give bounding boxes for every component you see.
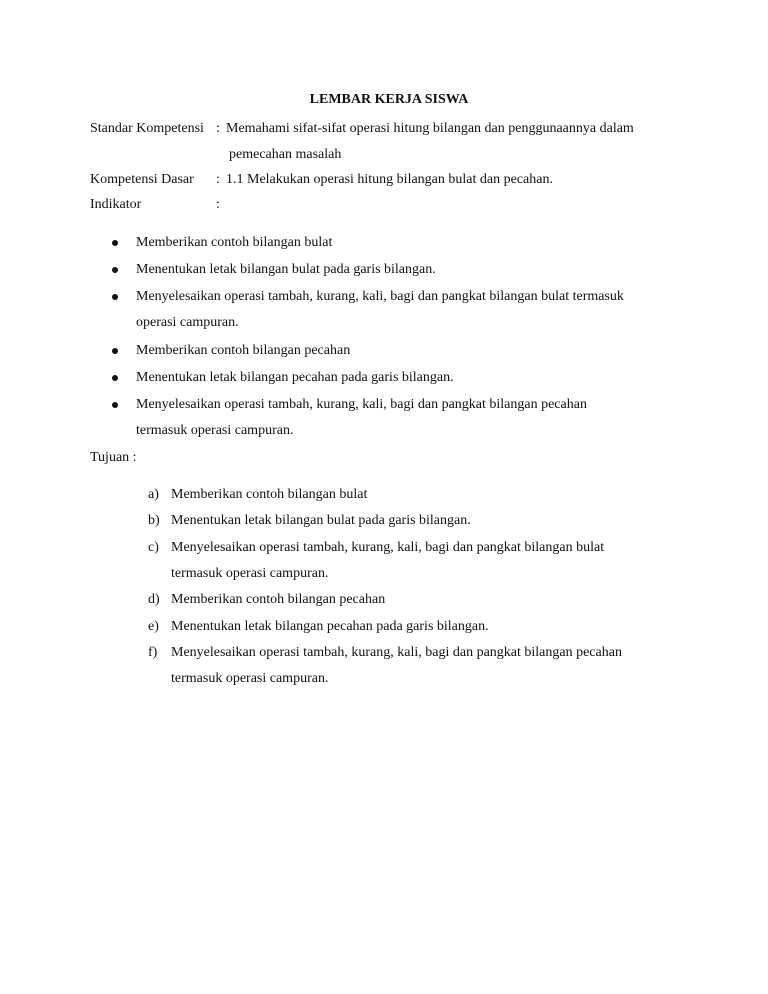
kompetensi-dasar-text: 1.1 Melakukan operasi hitung bilangan bulat dan pecahan. — [226, 172, 553, 187]
tujuan-item-letter: b) — [148, 513, 160, 528]
bullet-icon — [112, 294, 118, 300]
tujuan-item-letter: a) — [148, 487, 159, 502]
standar-kompetensi-label: Standar Kompetensi — [90, 121, 204, 136]
tujuan-item: Memberikan contoh bilangan bulat — [171, 487, 368, 502]
tujuan-item: Menyelesaikan operasi tambah, kurang, kali, bagi dan pangkat bilangan bulat — [171, 540, 605, 555]
indikator-item-continuation: operasi campuran. — [136, 315, 239, 330]
kompetensi-dasar-label: Kompetensi Dasar — [90, 172, 194, 187]
kompetensi-dasar-colon: : — [216, 172, 220, 187]
tujuan-label: Tujuan : — [90, 450, 137, 465]
indikator-item: Menyelesaikan operasi tambah, kurang, kali, bagi dan pangkat bilangan pecahan — [136, 397, 587, 412]
indikator-label: Indikator — [90, 197, 142, 212]
page-title: LEMBAR KERJA SISWA — [309, 92, 469, 107]
tujuan-item: Memberikan contoh bilangan pecahan — [171, 592, 386, 607]
bullet-icon — [112, 375, 118, 381]
bullet-icon — [112, 402, 118, 408]
indikator-item: Menentukan letak bilangan pecahan pada garis bilangan. — [136, 370, 454, 385]
indikator-item: Menentukan letak bilangan bulat pada garis bilangan. — [136, 262, 436, 277]
bullet-icon — [112, 240, 118, 246]
tujuan-item-letter: e) — [148, 619, 159, 634]
indikator-item-continuation: termasuk operasi campuran. — [136, 423, 294, 438]
indikator-item: Menyelesaikan operasi tambah, kurang, kali, bagi dan pangkat bilangan bulat termasuk — [136, 289, 624, 304]
tujuan-item-letter: c) — [148, 540, 159, 555]
indikator-item: Memberikan contoh bilangan pecahan — [136, 343, 351, 358]
tujuan-item: Menyelesaikan operasi tambah, kurang, kali, bagi dan pangkat bilangan pecahan — [171, 645, 622, 660]
standar-kompetensi-text-line-1: Memahami sifat-sifat operasi hitung bilangan dan penggunaannya dalam — [226, 121, 634, 136]
bullet-icon — [112, 267, 118, 273]
tujuan-item: Menentukan letak bilangan pecahan pada garis bilangan. — [171, 619, 489, 634]
tujuan-item: Menentukan letak bilangan bulat pada garis bilangan. — [171, 513, 471, 528]
standar-kompetensi-colon: : — [216, 121, 220, 136]
indikator-colon: : — [216, 197, 220, 212]
indikator-item: Memberikan contoh bilangan bulat — [136, 235, 333, 250]
tujuan-item-letter: d) — [148, 592, 160, 607]
tujuan-item-continuation: termasuk operasi campuran. — [171, 671, 329, 686]
bullet-icon — [112, 348, 118, 354]
standar-kompetensi-text-line-2: pemecahan masalah — [229, 147, 342, 162]
tujuan-item-letter: f) — [148, 645, 158, 660]
tujuan-item-continuation: termasuk operasi campuran. — [171, 566, 329, 581]
